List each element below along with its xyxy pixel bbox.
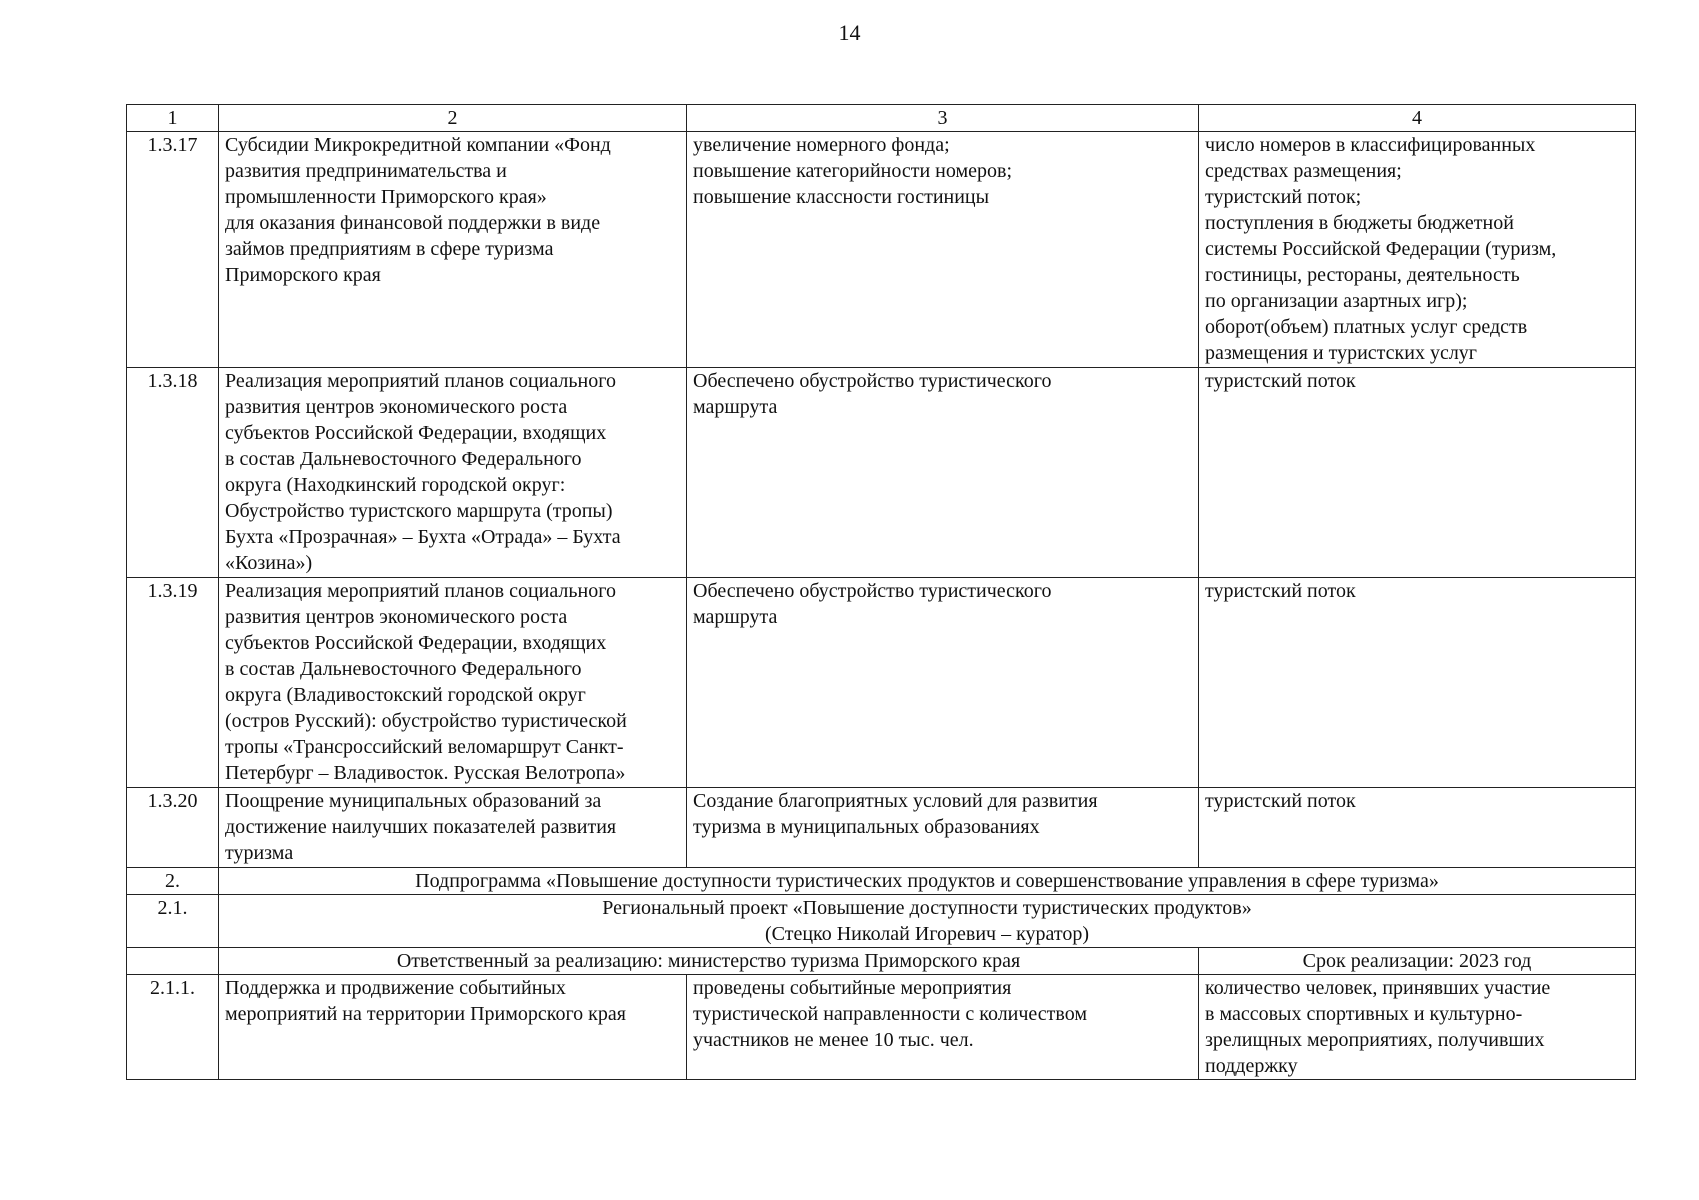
- text-line: проведены событийные мероприятия: [693, 977, 1012, 999]
- text-line: зрелищных мероприятиях, получивших: [1205, 1029, 1545, 1051]
- text-line: повышение классности гостиницы: [693, 186, 990, 208]
- table-header-row: [127, 105, 1636, 132]
- table-row: [127, 975, 1636, 1080]
- term-text: Срок реализации: 2023 год: [1199, 948, 1636, 975]
- text-line: Обеспечено обустройство туристического: [693, 370, 1052, 392]
- text-line: Региональный проект «Повышение доступности туристических продуктов»: [602, 897, 1252, 919]
- text-line: округа (Владивостокский городской округ: [225, 684, 586, 706]
- header-cell: 3: [687, 105, 1199, 132]
- table-row: [127, 578, 1636, 788]
- text-line: Приморского края: [225, 264, 381, 286]
- text-line: Реализация мероприятий планов социального: [225, 370, 616, 392]
- indicator-cell: [1199, 368, 1636, 578]
- text-line: оборот(объем) платных услуг средств: [1205, 316, 1528, 338]
- text-line: Создание благоприятных условий для развития: [693, 790, 1098, 812]
- text-line: туризма: [225, 842, 294, 864]
- row-number: 1.3.17: [127, 132, 219, 368]
- text-line: «Козина»): [225, 552, 313, 574]
- text-line: в состав Дальневосточного Федерального: [225, 448, 582, 470]
- table-row: [127, 788, 1636, 868]
- text-line: Субсидии Микрокредитной компании «Фонд: [225, 134, 611, 156]
- text-line: повышение категорийности номеров;: [693, 160, 1013, 182]
- text-line: развития центров экономического роста: [225, 396, 568, 418]
- result-cell: [687, 578, 1199, 788]
- indicator-cell: [1199, 578, 1636, 788]
- result-cell: [687, 975, 1199, 1080]
- text-line: (Стецко Николай Игоревич – куратор): [764, 923, 1090, 945]
- text-line: займов предприятиям в сфере туризма: [225, 238, 554, 260]
- header-cell: 2: [219, 105, 687, 132]
- text-line: туристский поток;: [1205, 186, 1362, 208]
- text-line: субъектов Российской Федерации, входящих: [225, 422, 607, 444]
- text-line: в массовых спортивных и культурно-: [1205, 1003, 1523, 1025]
- result-cell: [687, 788, 1199, 868]
- table-row: [127, 132, 1636, 368]
- text-line: количество человек, принявших участие: [1205, 977, 1551, 999]
- text-line: Бухта «Прозрачная» – Бухта «Отрада» – Бухта: [225, 526, 621, 548]
- subprogram-row: [127, 868, 1636, 895]
- row-number: 1.3.18: [127, 368, 219, 578]
- indicator-cell: [1199, 788, 1636, 868]
- result-cell: [687, 132, 1199, 368]
- measure-cell: [219, 975, 687, 1080]
- text-line: в состав Дальневосточного Федерального: [225, 658, 582, 680]
- text-line: мероприятий на территории Приморского края: [225, 1003, 626, 1025]
- header-cell: 4: [1199, 105, 1636, 132]
- text-line: достижение наилучших показателей развития: [225, 816, 617, 838]
- indicator-cell: [1199, 132, 1636, 368]
- text-line: маршрута: [693, 396, 778, 418]
- text-line: туристической направленности с количеством: [693, 1003, 1088, 1025]
- text-line: тропы «Трансроссийский веломаршрут Санкт-: [225, 736, 624, 758]
- text-line: Поощрение муниципальных образований за: [225, 790, 602, 812]
- text-line: развития предпринимательства и: [225, 160, 507, 182]
- empty-cell: [127, 948, 219, 975]
- text-line: Реализация мероприятий планов социального: [225, 580, 616, 602]
- text-line: (остров Русский): обустройство туристической: [225, 710, 627, 732]
- row-number: 1.3.19: [127, 578, 219, 788]
- text-line: по организации азартных игр);: [1205, 290, 1468, 312]
- table-row: [127, 368, 1636, 578]
- text-line: для оказания финансовой поддержки в виде: [225, 212, 601, 234]
- text-line: размещения и туристских услуг: [1205, 342, 1478, 364]
- row-number: 2.: [127, 868, 219, 895]
- header-cell: 1: [127, 105, 219, 132]
- text-line: участников не менее 10 тыс. чел.: [693, 1029, 974, 1051]
- text-line: увеличение номерного фонда;: [693, 134, 950, 156]
- text-line: Поддержка и продвижение событийных: [225, 977, 566, 999]
- text-line: поступления в бюджеты бюджетной: [1205, 212, 1514, 234]
- text-line: число номеров в классифицированных: [1205, 134, 1536, 156]
- text-line: маршрута: [693, 606, 778, 628]
- text-line: туристский поток: [1205, 790, 1356, 812]
- row-number: 2.1.1.: [127, 975, 219, 1080]
- text-line: промышленности Приморского края»: [225, 186, 547, 208]
- subprogram-title: Подпрограмма «Повышение доступности туристических продуктов и совершенствование управления в сфере туризма»: [219, 868, 1636, 895]
- row-number: 1.3.20: [127, 788, 219, 868]
- text-line: субъектов Российской Федерации, входящих: [225, 632, 607, 654]
- indicator-cell: [1199, 975, 1636, 1080]
- result-cell: [687, 368, 1199, 578]
- text-line: гостиницы, рестораны, деятельность: [1205, 264, 1520, 286]
- project-title: [219, 895, 1636, 948]
- measures-table: [126, 104, 1636, 1080]
- text-line: средствах размещения;: [1205, 160, 1402, 182]
- measure-cell: [219, 578, 687, 788]
- text-line: Петербург – Владивосток. Русская Велотропа»: [225, 762, 626, 784]
- row-number: 2.1.: [127, 895, 219, 948]
- responsible-text: Ответственный за реализацию: министерство туризма Приморского края: [219, 948, 1199, 975]
- project-row: [127, 895, 1636, 948]
- measure-cell: [219, 368, 687, 578]
- text-line: Обустройство туристского маршрута (тропы): [225, 500, 613, 522]
- text-line: Обеспечено обустройство туристического: [693, 580, 1052, 602]
- text-line: развития центров экономического роста: [225, 606, 568, 628]
- measure-cell: [219, 132, 687, 368]
- text-line: туризма в муниципальных образованиях: [693, 816, 1040, 838]
- text-line: туристский поток: [1205, 580, 1356, 602]
- text-line: туристский поток: [1205, 370, 1356, 392]
- measure-cell: [219, 788, 687, 868]
- text-line: округа (Находкинский городской округ:: [225, 474, 566, 496]
- text-line: поддержку: [1205, 1055, 1298, 1077]
- responsible-row: [127, 948, 1636, 975]
- text-line: системы Российской Федерации (туризм,: [1205, 238, 1557, 260]
- page-number: 14: [838, 20, 861, 45]
